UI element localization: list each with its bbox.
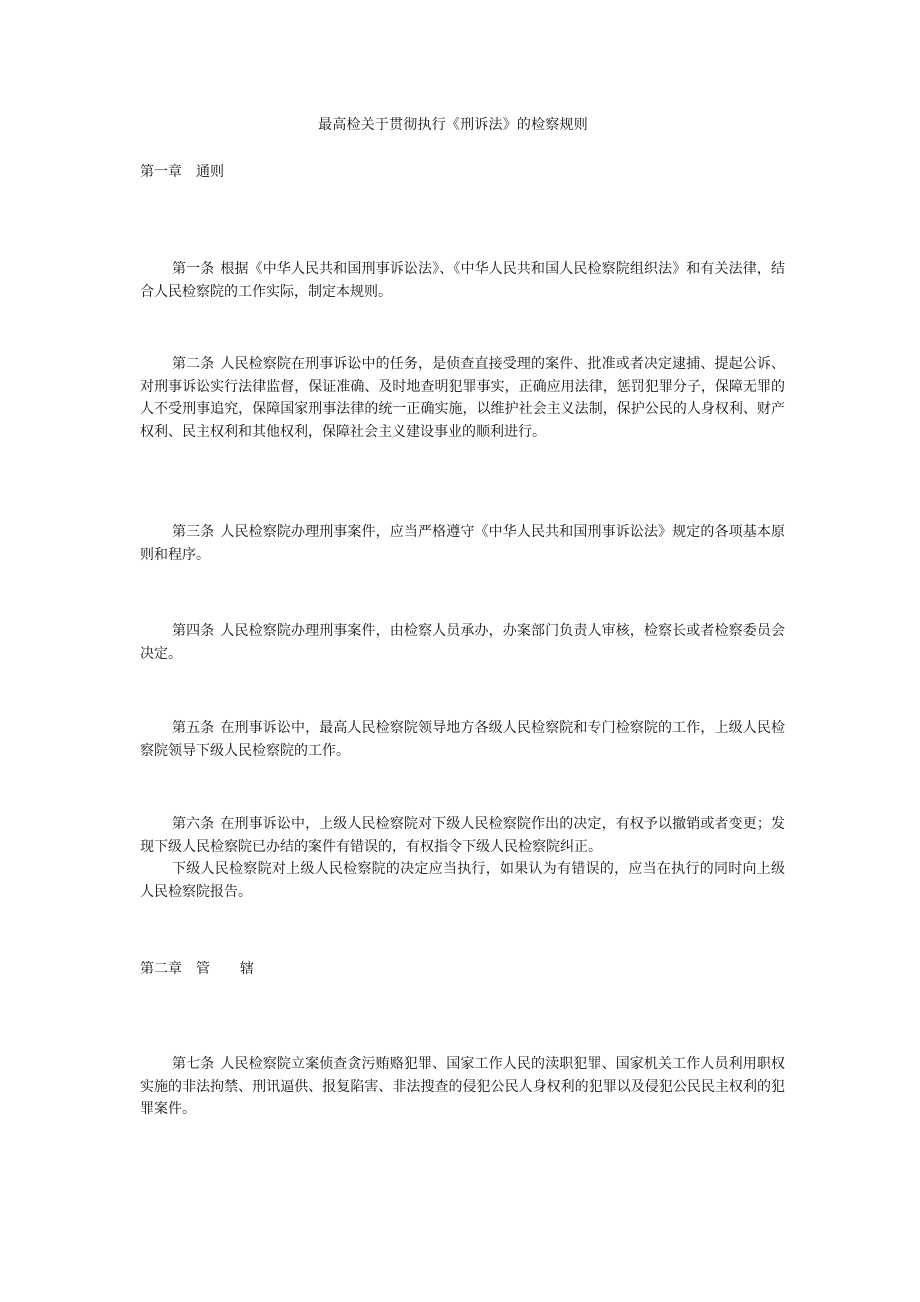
article-5-text: 在刑事诉讼中，最高人民检察院领导地方各级人民检察院和专门检察院的工作，上级人民检察院领导下级人民检察院的工作。 <box>140 720 785 759</box>
chapter-1-heading <box>140 161 224 183</box>
article-3-label: 第三条 <box>172 524 215 540</box>
article-2-text: 人民检察院在刑事诉讼中的任务，是侦查直接受理的案件、批准或者决定逮捕、提起公诉、对刑事诉讼实行法律监督，保证准确、及时地查明犯罪事实，正确应用法律，惩罚犯罪分子，保障无罪的人不受刑事追究，保障国家刑事法律的统一正确实施，以维护社会主义法制，保护公民的人身权利、财产权利、民主权利和其他权利，保障社会主义建设事业的顺利进行。 <box>140 356 785 440</box>
chapter-1-name: 通则 <box>196 164 224 180</box>
article-6-paragraph-2 <box>140 858 785 903</box>
article-7 <box>140 1053 785 1121</box>
chapter-2-number: 第二章 <box>140 961 182 977</box>
article-3 <box>140 521 785 566</box>
chapter-1-number: 第一章 <box>140 164 182 180</box>
article-6-label: 第六条 <box>172 816 215 832</box>
article-6-text-2: 下级人民检察院对上级人民检察院的决定应当执行，如果认为有错误的，应当在执行的同时向上级人民检察院报告。 <box>140 861 785 900</box>
document-title-text: 最高检关于贯彻执行《刑诉法》的检察规则 <box>318 117 588 133</box>
article-3-text: 人民检察院办理刑事案件，应当严格遵守《中华人民共和国刑事诉讼法》规定的各项基本原则和程序。 <box>140 524 785 563</box>
article-7-label: 第七条 <box>172 1056 215 1072</box>
chapter-2-heading <box>140 958 254 980</box>
article-6 <box>140 813 785 858</box>
article-2 <box>140 353 785 443</box>
article-2-label: 第二条 <box>172 356 215 372</box>
article-1-label: 第一条 <box>172 261 215 277</box>
article-6-text: 在刑事诉讼中，上级人民检察院对下级人民检察院作出的决定，有权予以撤销或者变更；发现下级人民检察院已办结的案件有错误的，有权指令下级人民检察院纠正。 <box>140 816 785 855</box>
article-4 <box>140 620 785 665</box>
article-7-text: 人民检察院立案侦查贪污贿赂犯罪、国家工作人民的渎职犯罪、国家机关工作人员利用职权实施的非法拘禁、刑讯逼供、报复陷害、非法搜查的侵犯公民人身权利的犯罪以及侵犯公民民主权利的犯罪案件。 <box>140 1056 785 1117</box>
chapter-2-name-part-1: 管 <box>196 961 210 977</box>
article-1-text: 根据《中华人民共和国刑事诉讼法》、《中华人民共和国人民检察院组织法》和有关法律，结合人民检察院的工作实际，制定本规则。 <box>140 261 786 300</box>
article-4-label: 第四条 <box>172 623 215 639</box>
article-5-label: 第五条 <box>172 720 215 736</box>
chapter-2-name-part-2: 辖 <box>240 961 254 977</box>
article-5 <box>140 717 785 762</box>
article-1 <box>140 258 785 303</box>
document-title <box>0 114 920 136</box>
article-4-text: 人民检察院办理刑事案件，由检察人员承办，办案部门负责人审核，检察长或者检察委员会决定。 <box>140 623 785 662</box>
